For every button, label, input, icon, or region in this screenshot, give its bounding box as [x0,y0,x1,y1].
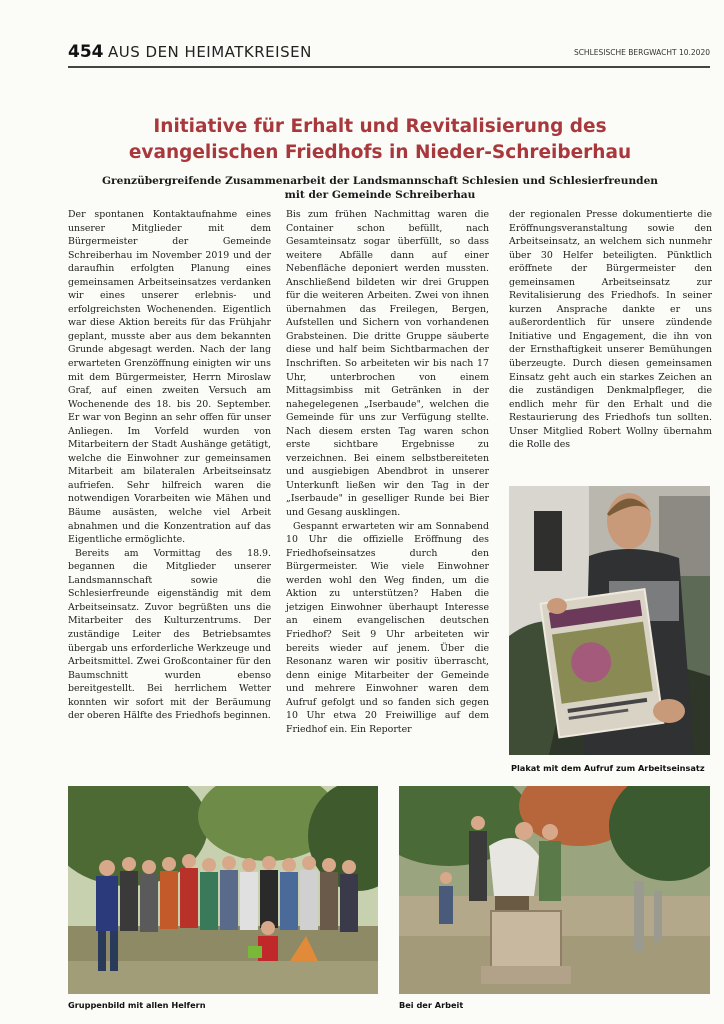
headline-line-2: evangelischen Friedhofs in Nieder-Schreiberhau [128,142,632,163]
group-caption: Gruppenbild mit allen Helfern [68,1000,206,1010]
group-photo [68,786,378,994]
article-column-1 [68,208,271,773]
article-headline [100,114,660,166]
article-subtitle [90,174,670,202]
column-1-paragraph-2: Bereits am Vormittag des 18.9. begannen die Mitglieder unserer Landsmannschaft sowie die Schlesierfreunde eigenständig mit dem Arbeitseinsatz. Zuvor begrüßten uns die Mitarbeiter des Kulturzentrums. Der zuständige Leiter des Betriebsamtes übergab uns erforderliche Werkzeuge und Arbeitsmittel. Zwei Großcontainer für den Baumschnitt wurden ebenso bereitgestellt. Bei herrlichem Wetter konnten wir sofort mit der Beräumung der oberen Hälfte des Friedhofs beginnen. [68,547,271,722]
article-column-3 [509,208,712,476]
poster-caption: Plakat mit dem Aufruf zum Arbeitseinsatz [511,763,705,773]
work-photo [399,786,710,994]
publication-name: SCHLESISCHE BERGWACHT 10.2020 [573,48,710,57]
subtitle-line-1: Grenzübergreifende Zusammenarbeit der Landsmannschaft Schlesien und Schlesierfreunden [101,175,659,187]
page-number: 454 [68,42,104,62]
column-1-paragraph-1: Der spontanen Kontaktaufnahme eines unserer Mitglieder mit dem Bürgermeister der Gemeinde Schreiberhau im November 2019 und der daraufhin erfolgten Planung eines gemeinsamen Arbeitseinsatzes verdanken wir eines unserer erlebnis- und erfolgreichsten Wochenenden. Eigentlich war diese Aktion bereits für das Frühjahr geplant, musste aber aus dem bekannten Grunde abgesagt werden. Nach der lang erwarteten Grenzöffnung einigten wir uns mit dem Bürgermeister, Herrn Miroslaw Graf, auf einen zweiten Versuch am Wochenende des 18. bis 20. September. Er war von Beginn an sehr offen für unser Anliegen. Im Vorfeld wurden von Mitarbeitern der Stadt Aushänge getätigt, welche die Einwohner zur gemeinsamen Mitarbeit am bilateralen Arbeitseinsatz aufriefen. Sehr hilfreich waren die notwendigen Vorarbeiten wie Mähen und Bäume ausästen, welche viel Arbeit abnahmen und die Konzentration auf das Eigentliche ermöglichte. [68,209,271,546]
column-2-paragraph-1: Bis zum frühen Nachmittag waren die Container schon befüllt, nach Gesamteinsatz sogar überfüllt, so dass weitere Abfälle dann auf einer Nebenfläche deponiert werden mussten. Anschließend bildeten wir drei Gruppen für die weiteren Arbeiten. Zwei von ihnen übernahmen das Freilegen, Bergen, Aufstellen und Sichern von vorhandenen Grabsteinen. Die dritte Gruppe säuberte diese und half beim Sichtbarmachen der Inschriften. So arbeiteten wir bis nach 17 Uhr, unterbrochen von einem Mittagsimbiss mit Getränken in der nahegelegenen „Iserbaude", welchen die Gemeinde für uns zur Verfügung stellte. Nach diesem ersten Tag waren schon erste sichtbare Ergebnisse zu verzeichnen. Bei einem selbstbereiteten und ausgiebigen Abendbrot in unserer Unterkunft ließen wir den Tag in der „Iserbaude" in geselliger Runde bei Bier und Gesang ausklingen. [286,209,489,519]
work-caption: Bei der Arbeit [399,1000,464,1010]
page-header [68,40,710,68]
article-column-2 [286,208,489,773]
column-3-paragraph-1: der regionalen Presse dokumentierte die Eröffnungsveranstaltung sowie den Arbeitseinsatz, an welchem sich nunmehr über 30 Helfer beteiligten. Pünktlich eröffnete der Bürgermeister den gemeinsamen Arbeitseinsatz zur Revitalisierung des Friedhofs. In seiner kurzen Ansprache dankte er uns außerordentlich für unsere zündende Initiative und Engagement, die ihn von der Ernsthaftigkeit unserer Bemühungen überzeugte. Durch diesen gemeinsamen Einsatz geht auch ein starkes Zeichen an die zuständigen Denkmalpfleger, die endlich mehr für den Erhalt und die Restaurierung des Friedhofs tun sollten. Unser Mitglied Robert Wollny übernahm die Rolle des [509,209,712,451]
poster-photo [509,486,710,755]
column-2-paragraph-2: Gespannt erwarteten wir am Sonnabend 10 Uhr die offizielle Eröffnung des Friedhofseinsatzes durch den Bürgermeister. Wie viele Einwohner werden wohl den Weg finden, um die Aktion zu unterstützen? Haben die jetzigen Einwohner überhaupt Interesse an einem evangelischen deutschen Friedhof? Seit 9 Uhr arbeiteten wir bereits wieder auf jenem. Über die Resonanz waren wir positiv überrascht, denn einige Mitarbeiter der Gemeinde und mehrere Einwohner waren dem Aufruf gefolgt und so fanden sich gegen 10 Uhr etwa 20 Freiwillige auf dem Friedhof ein. Ein Reporter [286,520,489,735]
header-divider [68,66,710,68]
section-title: AUS DEN HEIMATKREISEN [108,43,312,61]
headline-line-1: Initiative für Erhalt und Revitalisierung des [153,116,607,137]
subtitle-line-2: mit der Gemeinde Schreiberhau [284,189,476,201]
